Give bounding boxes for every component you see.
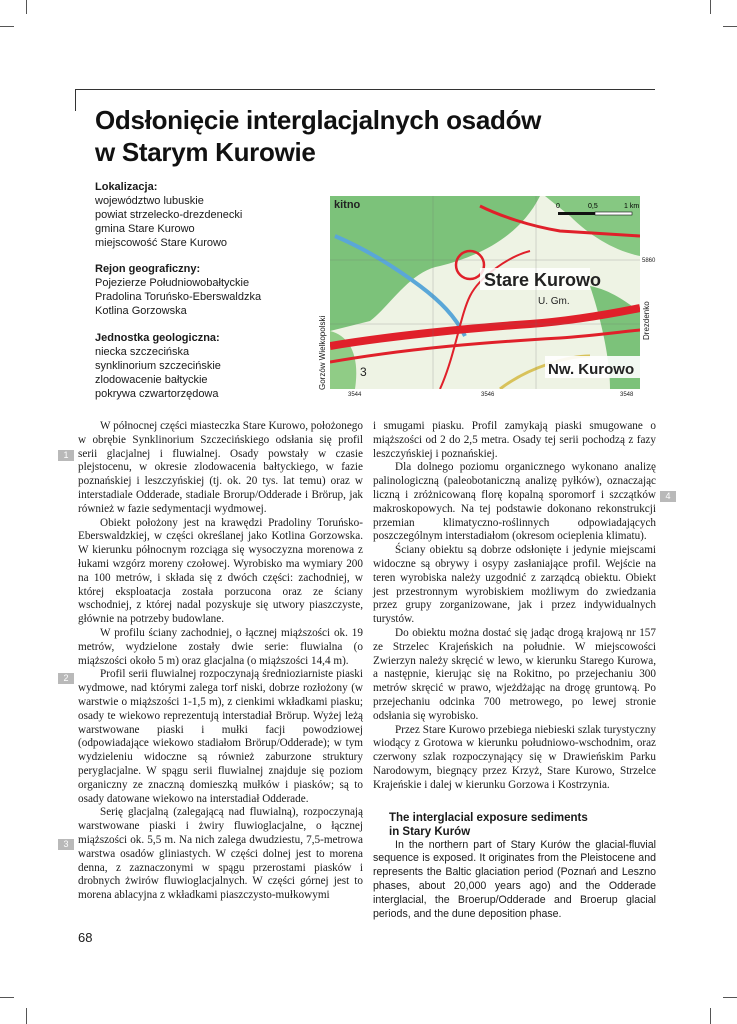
info-line: województwo lubuskie: [95, 195, 204, 207]
map-label-drezdenko: Drezdenko: [642, 301, 651, 340]
crop-mark: [26, 1008, 27, 1024]
info-line: synklinorium szczecińskie: [95, 360, 221, 372]
paragraph: Ściany obiektu są dobrze odsłonięte i jedynie miejscami widoczne są obrywy i osypy zasłaniające profil. Wejście na teren wyrobiska należy uzgodnić z zarządcą obiektu. Obiekt jest przestronnym wyrobiskiem możliwym do zwiedzania przez grupy zorganizowane, jak i przez indywidualnych turystów.: [373, 544, 656, 626]
paragraph: i smugami piasku. Profil zamykają piaski smugowane o miąższości od 2 do 2,5 metra. Osady tej serii pochodzą z fazy leszczyńskiej i poznańskiej.: [373, 420, 656, 460]
margin-number: 4: [660, 491, 676, 502]
title-line-1: Odsłonięcie interglacjalnych osadów: [95, 105, 542, 135]
info-line: niecka szczecińska: [95, 346, 190, 358]
map-tick: 3544: [348, 392, 362, 398]
crop-mark: [710, 1008, 711, 1024]
geology-block: [95, 331, 325, 401]
crop-mark: [0, 26, 14, 27]
info-line: miejscowość Stare Kurowo: [95, 237, 228, 249]
info-line: zlodowacenie bałtyckie: [95, 374, 208, 386]
left-text-column: [78, 420, 363, 903]
region-block: [95, 262, 325, 318]
paragraph: Przez Stare Kurowo przebiega niebieski szlak turystyczny wiodący z Grotowa w kierunku południowo-wschodnim, oraz czerwony szlak rozpoczynający się w Drawieńskim Parku Narodowym, biegnący przez Krzyż, Stare Kurowo, Strzelce Krajeńskie i dalej w kierunku Gorzowa i Kostrzynia.: [373, 723, 656, 791]
crop-mark: [723, 997, 737, 998]
map-label-nw-kurowo: Nw. Kurowo: [548, 361, 635, 378]
geology-heading: Jednostka geologiczna:: [95, 332, 220, 344]
paragraph: W profilu ściany zachodniej, o łącznej miąższości ok. 19 metrów, wydzielone zostały dwie serie: fluwialna (o miąższości około 5 m) oraz glacjalna (o miąższości 14,4 m).: [78, 626, 363, 667]
english-summary: In the northern part of Stary Kurów the glacial-fluvial sequence is exposed. It originates from the Pleistocene and represents the Baltic glaciation period (Poznań and Leszno phases, about 20,000 years ago) and the Odderade interglacial, the Broerup/Odderade and Broerup glacial periods, and the dune deposition phase.: [373, 838, 656, 920]
localization-heading: Lokalizacja:: [95, 181, 158, 193]
location-map: [330, 196, 640, 389]
map-label-ugm: U. Gm.: [538, 296, 570, 307]
crop-mark: [26, 0, 27, 14]
info-line: pokrywa czwartorzędowa: [95, 388, 219, 400]
map-tick: 5860: [642, 258, 656, 264]
paragraph: Serię glacjalną (zalegającą nad fluwialną), rozpoczynają warstwowane piaski i żwiry fluwioglacjalne, o łącznej miąższości ok. 5,5 m. Na nich zalega dwudziestu, 7,5-metrowa warstwa osadów gliniastych. W części dolnej jest to morena denna, z zaznaczonymi w spągu przerostami piasków i drobnych żwirów fluwioglacjalnych. W części górnej jest to morena ablacyjna z wkładkami piaszczysto-mułkowymi: [78, 806, 363, 902]
header-rule-corner: [75, 89, 76, 111]
english-heading: [373, 811, 656, 839]
map-tick: 3548: [620, 392, 634, 398]
page-title: [95, 104, 615, 168]
english-heading-line-1: The interglacial exposure sediments: [389, 811, 588, 824]
crop-mark: [0, 997, 14, 998]
paragraph: Profil serii fluwialnej rozpoczynają średnioziarniste piaski wydmowe, nad którymi zalega torf niski, dobrze rozłożony (w warstwie o miąższości 1-1,5 m), z cienkimi wkładkami piasku; osady te wiekowo reprezentują interstadiał Brörup. Wyżej leżą warstwowane piaski i mułki facji powodziowej (odpowiadające wiekowo stadiałom Brörup/Odderade); w tym wydzieleniu widoczne są również zaburzone struktury peryglacjalne. W spągu serii fluwialnej znajduje się poziom organiczny ze znaczną domieszką mułków i piasków; są to osady datowane wiekowo na interstadiał Odderade.: [78, 668, 363, 805]
map-label-kitno: kitno: [334, 199, 361, 211]
info-line: Kotlina Gorzowska: [95, 305, 187, 317]
right-text-column: [373, 420, 656, 921]
margin-number: 3: [58, 839, 74, 850]
info-line: gmina Stare Kurowo: [95, 223, 195, 235]
scale-label: 1 km: [624, 203, 640, 210]
map-tick: 3546: [481, 392, 495, 398]
paragraph: Do obiektu można dostać się jadąc drogą krajową nr 157 ze Strzelec Krajeńskich na południe. W miejscowości Zwierzyn należy skręcić w lewo, w kierunku Starego Kurowa, a następnie, kierując się na Rokitno, po przejechaniu 300 metrów skręcić w prawo, wjeżdżając na drogę gruntową. Po przejechaniu odcinka 700 metrowego, po lewej stronie odsłania się wyrobisko.: [373, 626, 656, 722]
localization-block: [95, 180, 325, 250]
margin-number: 2: [58, 673, 74, 684]
crop-mark: [723, 26, 737, 27]
map-label-stare-kurowo: Stare Kurowo: [484, 270, 602, 290]
title-line-2: w Starym Kurowie: [95, 137, 316, 167]
map-label-gorzow: Gorzów Wielkopolski: [318, 315, 327, 390]
info-line: Pradolina Toruńsko-Eberswaldzka: [95, 291, 262, 303]
info-line: powiat strzelecko-drezdenecki: [95, 209, 243, 221]
scale-label: 0,5: [588, 203, 598, 210]
page-number: 68: [78, 930, 93, 945]
crop-mark: [710, 0, 711, 14]
paragraph: W północnej części miasteczka Stare Kurowo, położonego w obrębie Synklinorium Szczecińskiego odsłania się profil serii glacjalnej i fluwialnej. Osady powstały w czasie plejstocenu, w okresie zlodowacenia bałtyckiego, w fazie poznańskiej i leszczyńskiej (tj. ok. 20 tys. lat temu) oraz w interstadiale Odderade, stadiale Brorup/Odderade i Brörup, jak również w fazie sedymentacji wydmowej.: [78, 420, 363, 515]
map-label-number: 3: [360, 365, 367, 379]
margin-number: 1: [58, 450, 74, 461]
scale-label: 0: [556, 203, 560, 210]
paragraph: Obiekt położony jest na krawędzi Pradoliny Toruńsko-Eberswaldzkiej, w części określanej jako Kotlina Gorzowska. W kierunku północnym rozciąga się wysoczyzna morenowa z łukami wzgórz moreny czołowej. Wyrobisko ma wymiary 200 na 100 metrów, i składa się z dwóch części: zachodniej, w której eksploatacja została porzucona oraz ze ściany wschodniej, z której nadal pozyskuje się utwory piaszczyste, głównie na potrzeby budowlane.: [78, 516, 363, 626]
paragraph: Dla dolnego poziomu organicznego wykonano analizę palinologiczną (paleobotaniczną analizę pyłków), oznaczając liczną i zróżnicowaną florę kopalną sporomorf i szczątków makroskopowych. Na tej podstawie dokonano rekonstrukcji przemian klimatyczno-roślinnych odpowiadających poszczególnym interstadiałom (okresom ocieplenia klimatu).: [373, 461, 656, 543]
region-heading: Rejon geograficzny:: [95, 263, 201, 275]
english-heading-line-2: in Stary Kurów: [389, 825, 471, 838]
header-rule: [75, 89, 655, 90]
info-line: Pojezierze Południowobałtyckie: [95, 277, 250, 289]
